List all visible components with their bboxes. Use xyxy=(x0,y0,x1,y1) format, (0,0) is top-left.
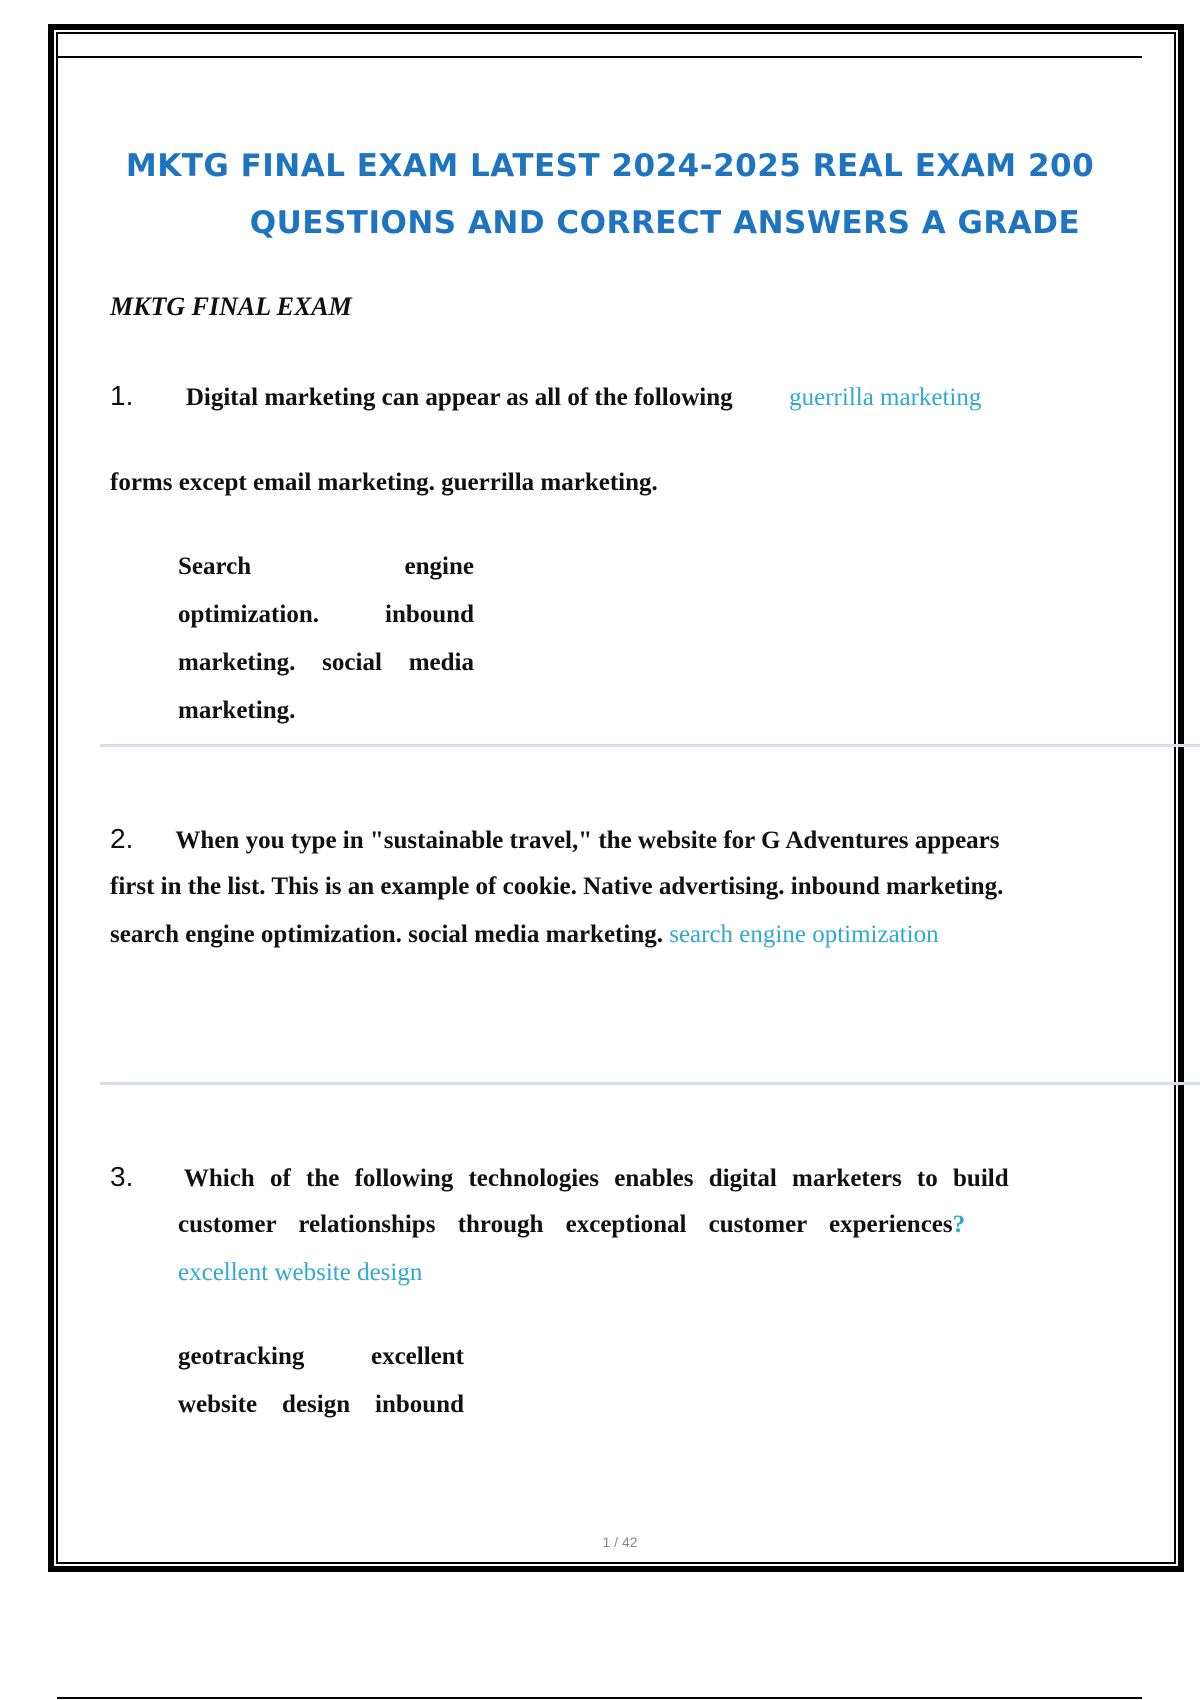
question-2-line-3 xyxy=(110,911,1130,959)
question-1-line-2: forms except email marketing. guerrilla marketing. xyxy=(110,469,658,496)
option-line: marketing. social media xyxy=(178,649,474,676)
question-3-line-1 xyxy=(110,1153,1130,1203)
question-text: search engine optimization. social media marketing. xyxy=(110,921,663,948)
question-separator xyxy=(100,744,1200,747)
next-page-rule xyxy=(57,1697,1142,1699)
question-2-line-1 xyxy=(110,815,1125,865)
question-number: 1. xyxy=(110,380,134,411)
option-line: optimization. inbound xyxy=(178,601,474,628)
title-line-2: QUESTIONS AND CORRECT ANSWERS A GRADE xyxy=(249,205,1081,241)
section-subtitle: MKTG FINAL EXAM xyxy=(110,292,352,321)
question-3-answer xyxy=(178,1249,1128,1297)
option-line: geotracking excellent xyxy=(178,1343,464,1370)
option-line: website design inbound xyxy=(178,1391,464,1418)
question-1-options xyxy=(178,543,474,735)
answer-text: guerrilla marketing xyxy=(789,384,982,411)
page-number: 1 / 42 xyxy=(602,1534,638,1550)
question-separator xyxy=(100,1082,1200,1085)
document-title xyxy=(110,138,1110,252)
question-text: Which of the following technologies enables digital marketers to build xyxy=(183,1165,1009,1192)
option-line: Search engine xyxy=(178,553,474,580)
header-rule xyxy=(57,56,1142,58)
question-1-line-1 xyxy=(110,372,1130,422)
question-mark: ? xyxy=(952,1211,966,1238)
question-3-options xyxy=(178,1333,464,1429)
question-number: 2. xyxy=(110,823,134,854)
question-text: When you type in "sustainable travel," the website for G Adventures appears xyxy=(175,827,1000,854)
answer-text: excellent website design xyxy=(178,1259,423,1286)
answer-text: search engine optimization xyxy=(669,921,939,948)
option-line: marketing. xyxy=(178,697,296,724)
question-3-line-2 xyxy=(178,1201,1128,1249)
title-line-1: MKTG FINAL EXAM LATEST 2024-2025 REAL EXAM 200 xyxy=(125,148,1095,184)
question-text: customer relationships through exceptional customer experiences xyxy=(178,1211,953,1238)
question-2-line-2: first in the list. This is an example of cookie. Native advertising. inbound marketing. xyxy=(110,873,1004,900)
question-text: Digital marketing can appear as all of the following xyxy=(185,384,733,411)
question-number: 3. xyxy=(110,1161,134,1192)
